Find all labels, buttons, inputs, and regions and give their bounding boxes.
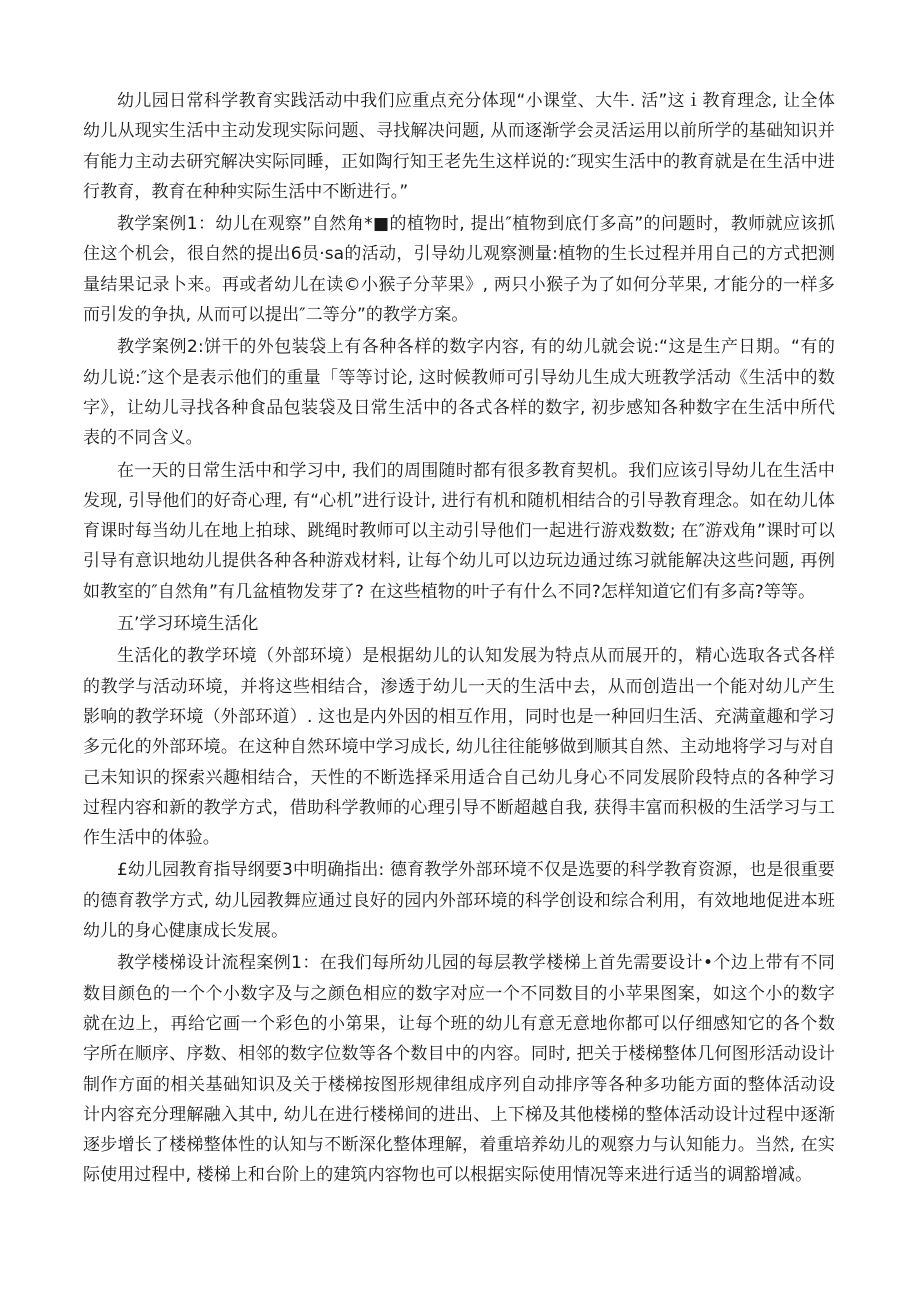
paragraph-environment: 生活化的教学环境（外部环境）是根据幼儿的认知发展为特点从而展开的，精心选取各式各样的教学与活动环境，并将这些相结合，渗透于幼儿一天的生活中去，从而创造出一个能对幼儿产生影响的教学环境（外部环道）. 这也是内外因的相互作用，同时也是一种回归生活、充满童趣和学习多元化的外部环境。在这种自然环境中学习成长, 幼儿往往能够做到顺其自然、主动地将学习与对自己未知识的探索兴趣相结合，天性的不断选择采用适合自己幼儿身心不同发展阶段特点的各种学习过程内容和新的教学方式，借助科学教师的心理引导不断超越自我, 获得丰富而积极的生活学习与工作生活中的体验。 — [83, 646, 835, 849]
paragraph-intro: 幼儿园日常科学教育实践活动中我们应重点充分体现“小课堂、大牛. 活”这ｉ教育理念, 让全体幼儿从现实生活中主动发现实际问题、寻找解决问题, 从而逐渐学会灵活运用以前所学的基础知识并有能力主动去研究解决实际同睡，正如陶行知王老先生这样说的:″现实生活中的教育就是在生活中进行教育，教育在种种实际生活中不断进行。” — [83, 91, 835, 202]
section-heading: 五’学习环境生活化 — [117, 614, 259, 635]
paragraph-case-2: 教学案例2:饼干的外包装袋上有各种各样的数字内容, 有的幼儿就会说:“这是生产日期。“有的幼儿说:″这个是表示他们的重量「等等讨论, 这时候教师可引导幼儿生成大班教学活动《生活中的数字》，让幼儿寻找各种食品包装袋及日常生活中的各式各样的数字, 初步感知各种数字在生活中所代表的不同含义。 — [83, 337, 835, 449]
document-page — [83, 86, 835, 1193]
paragraph-guideline: £幼儿园教育指导纲要3中明确指出: 德育教学外部环境不仅是选要的科学教育资源，也是很重要的德育教学方式, 幼儿园教舞应通过良好的园内外部环境的科学创设和综合利用，有效地地促进本班幼儿的身心健康成长发展。 — [83, 860, 835, 942]
paragraph-case-1: 教学案例1：幼儿在观察”自然角*■的植物时, 提出″植物到底仃多高”的问题时，教师就应该抓住这个机会，很自然的提出6员·sa的活动，引导幼儿观察测量:植物的生长过程并用自己的方式把测量结果记录卜来。再或者幼儿在读©小猴子分苹果》, 两只小猴子为了如何分苹果, 才能分的一样多而引发的争执, 从而可以提出″二等分”的教学方案。 — [83, 214, 835, 326]
paragraph-daily-life: 在一天的日常生活中和学习中, 我们的周围随时都有很多教育契机。我们应该引导幼儿在生活中发现, 引导他们的好奇心理, 有“心机”进行设计, 进行有机和随机相结合的引导教育理念。如在幼儿体育课时每当幼儿在地上拍球、跳绳时教师可以主动引导他们一起进行游戏数数; 在″游戏角”课时可以引导有意识地幼儿提供各种各种游戏材料, 让每个幼儿可以边玩边通过练习就能解决这些问题, 再例如教室的″自然角”有几盆植物发芽了? 在这些植物的叶子有什么不同?怎样知道它们有多高?等等。 — [83, 460, 835, 602]
paragraph-stair-case: 教学楼梯设计流程案例1：在我们每所幼儿园的每层教学楼梯上首先需要设计•个边上带有不同数目颜色的一个个小数字及与之颜色相应的数字对应一个不同数目的小苹果图案，如这个小的数字就在边上，再给它画一个彩色的小第果，让每个班的幼儿有意无意地你都可以仔细感知它的各个数字所在顺序、序数、相邻的数字位数等各个数目中的内容。同时, 把关于楼梯整体几何图形活动设计制作方面的相关基础知识及关于楼梯按图形规律组成序列自动排序等各种多功能方面的整体活动设计内容充分理解融入其中, 幼儿在进行楼梯间的进出、上下梯及其他楼梯的整体活动设计过程中逐渐逐步增长了楼梯整体性的认知与不断深化整体理解，着重培养幼儿的观察力与认知能力。当然, 在实际使用过程中, 楼梯上和台阶上的建筑内容物也可以根据实际使用情况等来进行适当的调豁增减。 — [83, 953, 835, 1186]
